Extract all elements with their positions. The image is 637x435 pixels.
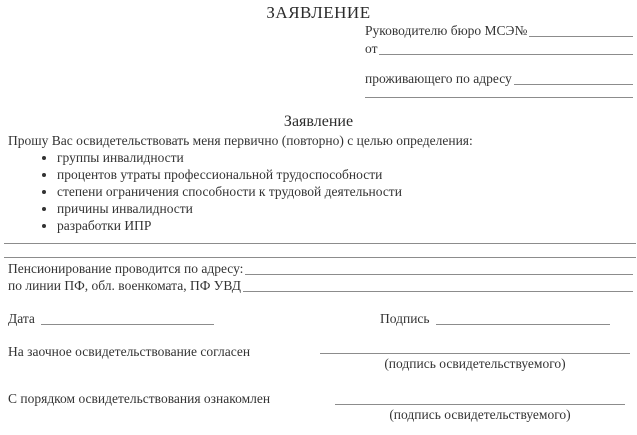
applicant-name-blank-line xyxy=(379,54,633,55)
residence-address-blank-line-2 xyxy=(365,97,633,98)
document-title: ЗАЯВЛЕНИЕ xyxy=(266,3,371,22)
remote-examination-consent-label: На заочное освидетельствование согласен xyxy=(8,344,251,359)
pension-address-label: Пенсионирование проводится по адресу: xyxy=(8,260,244,276)
remote-consent-signature-block xyxy=(320,342,630,372)
bureau-number-blank-line xyxy=(529,36,633,37)
date-blank-line xyxy=(41,324,214,325)
section-title: Заявление xyxy=(283,113,354,130)
pension-address-blank-line xyxy=(245,274,633,275)
date-row xyxy=(8,309,214,327)
pension-source-blank-line xyxy=(243,291,633,292)
purpose-item-work-limitation-degree: • степени ограничения способности к трудовой деятельности xyxy=(57,183,631,200)
addressee-row-address-2 xyxy=(365,87,633,100)
procedure-acknowledged-signature-caption: (подпись освидетельствуемого) xyxy=(389,407,571,422)
bureau-head-label: Руководителю бюро МСЭ№ xyxy=(365,22,528,38)
purpose-item-disability-cause: • причины инвалидности xyxy=(57,200,631,217)
purpose-list xyxy=(8,149,631,234)
purpose-item-ipr-development: • разработки ИПР xyxy=(57,217,631,234)
date-label: Дата xyxy=(8,310,35,326)
from-label: от xyxy=(365,40,378,56)
pension-source-label: по линии ПФ, обл. военкомата, ПФ УВД xyxy=(8,277,242,293)
blank-rule-line-2 xyxy=(4,257,636,258)
addressee-block xyxy=(365,21,633,100)
signature-blank-line xyxy=(436,324,610,325)
pension-source-row xyxy=(8,277,633,294)
purpose-item-disability-group: • группы инвалидности xyxy=(57,149,631,166)
procedure-acknowledged-signature-block xyxy=(335,393,625,423)
procedure-acknowledged-label: С порядком освидетельствования ознакомлен xyxy=(8,391,271,406)
signature-row xyxy=(380,309,610,327)
pension-address-row xyxy=(8,260,633,277)
residence-address-label: проживающего по адресу xyxy=(365,70,512,86)
addressee-row-from xyxy=(365,39,633,57)
blank-rule-line-1 xyxy=(4,243,636,244)
purpose-item-capacity-loss-percent: • процентов утраты профессиональной трудоспособности xyxy=(57,166,631,183)
remote-consent-signature-line xyxy=(320,342,630,354)
request-intro-text: Прошу Вас освидетельствовать меня первично (повторно) с целью определения: xyxy=(8,133,473,148)
procedure-acknowledged-signature-line xyxy=(335,393,625,405)
remote-consent-signature-caption: (подпись освидетельствуемого) xyxy=(384,356,566,371)
addressee-row-bureau xyxy=(365,21,633,39)
addressee-row-address xyxy=(365,69,633,87)
signature-label: Подпись xyxy=(380,310,430,326)
residence-address-blank-line xyxy=(514,84,633,85)
